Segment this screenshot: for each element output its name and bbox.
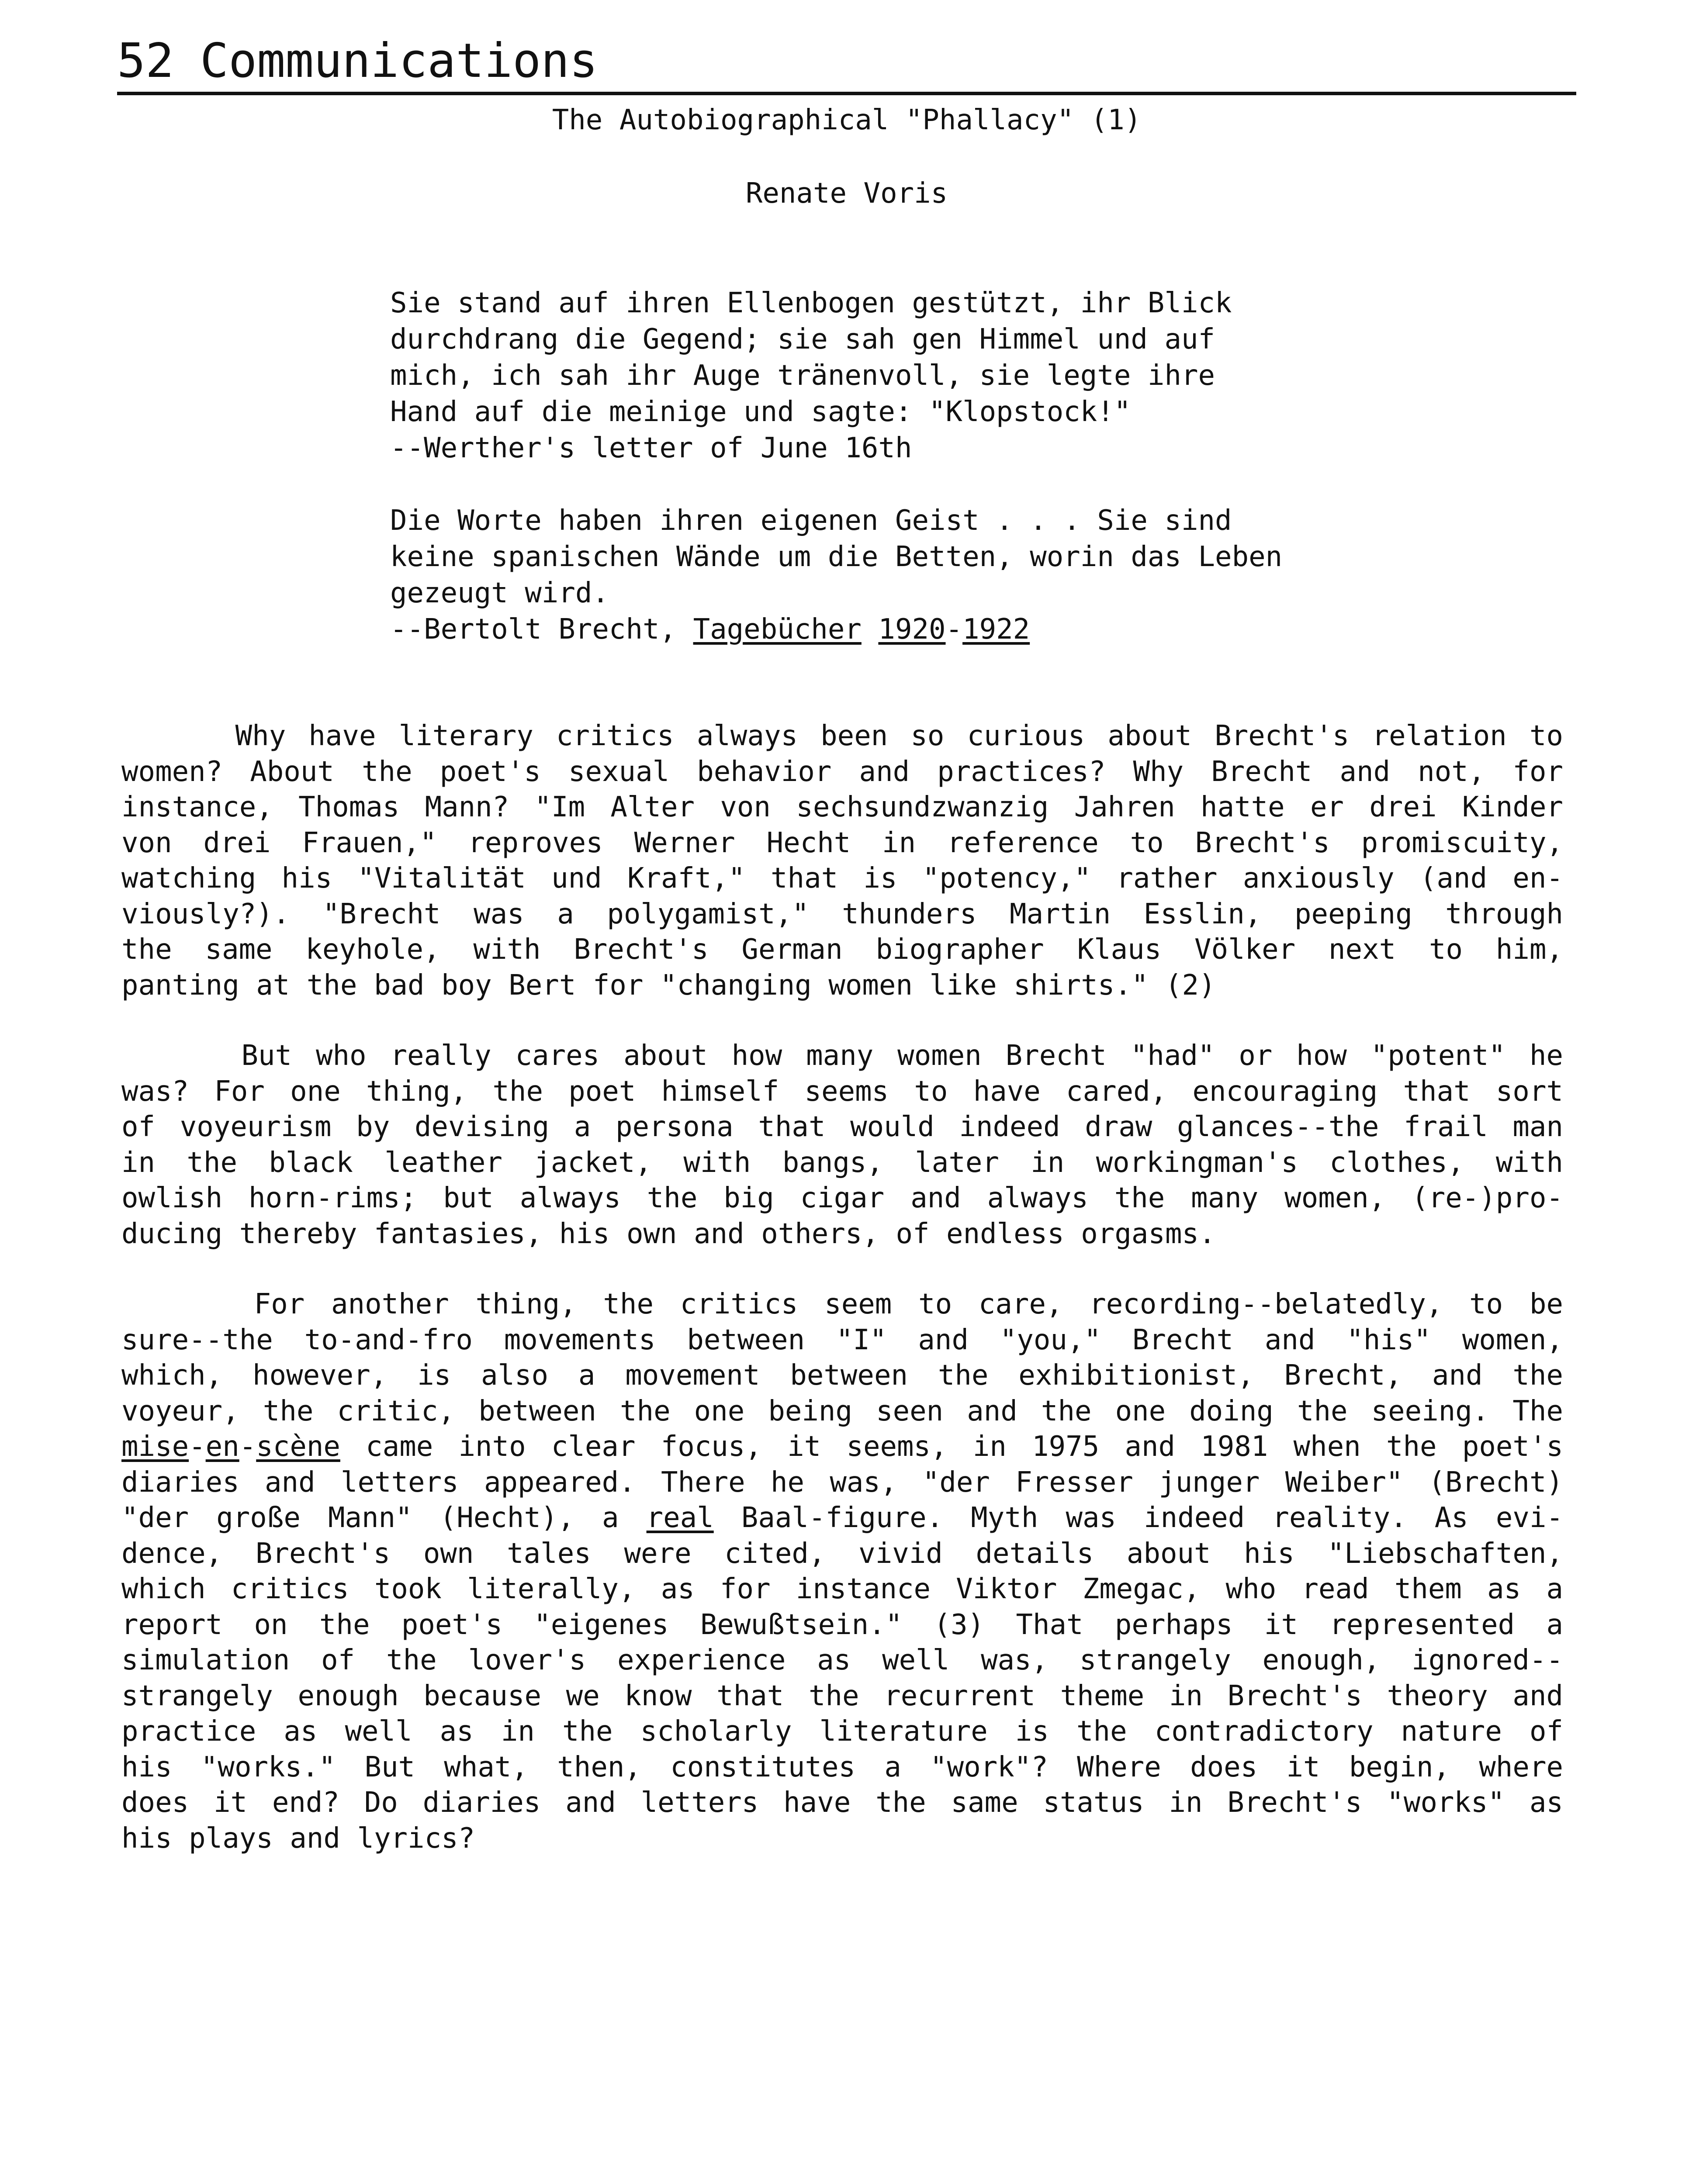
- epigraph-line: mich, ich sah ihr Auge tränenvoll, sie legte ihre: [390, 359, 1215, 392]
- body-line: [121, 1500, 1563, 1536]
- epigraph-line: Die Worte haben ihren eigenen Geist . . . Sie sind: [390, 505, 1232, 537]
- body-line: instance, Thomas Mann? "Im Alter von sechsundzwanzig Jahren hatte er drei Kinder: [121, 791, 1563, 823]
- body-line: dence, Brecht's own tales were cited, vivid details about his "Liebschaften,: [121, 1537, 1563, 1570]
- body-line: sure--the to-and-fro movements between "I" and "you," Brecht and "his" women,: [121, 1324, 1563, 1356]
- body-line: watching his "Vitalität und Kraft," that is "potency," rather anxiously (and en-: [121, 862, 1563, 895]
- body-line: his "works." But what, then, constitutes a "work"? Where does it begin, where: [121, 1751, 1563, 1783]
- body-line: But who really cares about how many women Brecht "had" or how "potent" he: [121, 1040, 1563, 1072]
- article-body: [121, 719, 1563, 1891]
- body-line: owlish horn-rims; but always the big cigar and always the many women, (re-)pro-: [121, 1182, 1563, 1214]
- body-line: practice as well as in the scholarly literature is the contradictory nature of: [121, 1715, 1563, 1748]
- paragraph-2: [121, 1038, 1563, 1252]
- attribution-author: --Bertolt Brecht,: [390, 613, 693, 646]
- body-line: von drei Frauen," reproves Werner Hecht in reference to Brecht's promiscuity,: [121, 826, 1563, 859]
- epigraph-attribution: --Werther's letter of June 16th: [390, 432, 912, 464]
- underlined-word: scène: [256, 1431, 340, 1463]
- underlined-word: en: [205, 1431, 239, 1463]
- body-line: Why have literary critics always been so curious about Brecht's relation to: [121, 720, 1563, 752]
- body-line: diaries and letters appeared. There he was, "der Fresser junger Weiber" (Brecht): [121, 1466, 1563, 1499]
- hyphen: -: [189, 1431, 206, 1463]
- section-title: Communications: [200, 34, 598, 88]
- epigraph-line: Sie stand auf ihren Ellenbogen gestützt, ihr Blick: [390, 287, 1232, 319]
- body-line: [121, 1429, 1563, 1465]
- body-line: the same keyhole, with Brecht's German biographer Klaus Völker next to him,: [121, 933, 1563, 966]
- line-text: came into clear focus, it seems, in 1975 and 1981 when the poet's: [340, 1431, 1563, 1463]
- body-line: For another thing, the critics seem to care, recording--belatedly, to be: [121, 1288, 1563, 1320]
- hyphen: -: [239, 1431, 256, 1463]
- epigraph-line: durchdrang die Gegend; sie sah gen Himmel und auf: [390, 323, 1215, 356]
- body-line: voyeur, the critic, between the one being seen and the one doing the seeing. The: [121, 1395, 1563, 1427]
- epigraph-attribution: [390, 612, 1395, 648]
- running-header: [117, 31, 1576, 96]
- header-rule: [117, 92, 1576, 95]
- underlined-word: mise: [121, 1431, 189, 1463]
- line-text: Baal-figure. Myth was indeed reality. As evi-: [713, 1502, 1563, 1534]
- header-label: [117, 31, 598, 92]
- body-line: report on the poet's "eigenes Bewußtsein." (3) That perhaps it represented a: [121, 1608, 1563, 1641]
- body-line: in the black leather jacket, with bangs, later in workingman's clothes, with: [121, 1146, 1563, 1179]
- body-line: his plays and lyrics?: [121, 1822, 475, 1855]
- body-line: ducing thereby fantasies, his own and others, of endless orgasms.: [121, 1217, 1216, 1250]
- attribution-year-start: 1920: [878, 613, 946, 646]
- epigraph-line: Hand auf die meinige und sagte: "Klopstock!": [390, 396, 1131, 428]
- paragraph-3: [121, 1287, 1563, 1856]
- article-author: Renate Voris: [745, 177, 948, 210]
- body-line: strangely enough because we know that the recurrent theme in Brecht's theory and: [121, 1679, 1563, 1712]
- underlined-word: real: [646, 1502, 714, 1534]
- body-line: panting at the bad boy Bert for "changing women like shirts." (2): [121, 969, 1216, 1002]
- body-line: women? About the poet's sexual behavior and practices? Why Brecht and not, for: [121, 755, 1563, 788]
- epigraph-werther: [390, 285, 1395, 467]
- attribution-title: Tagebücher: [693, 613, 862, 646]
- attribution-year-end: 1922: [962, 613, 1030, 646]
- body-line: simulation of the lover's experience as well was, strangely enough, ignored--: [121, 1644, 1563, 1676]
- body-line: does it end? Do diaries and letters have the same status in Brecht's "works" as: [121, 1787, 1563, 1819]
- body-line: was? For one thing, the poet himself seems to have cared, encouraging that sort: [121, 1075, 1563, 1108]
- epigraphs: [390, 285, 1395, 684]
- body-line: which critics took literally, as for instance Viktor Zmegac, who read them as a: [121, 1573, 1563, 1605]
- article-title: The Autobiographical "Phallacy" (1): [552, 104, 1142, 136]
- epigraph-line: keine spanischen Wände um die Betten, worin das Leben: [390, 541, 1283, 573]
- epigraph-line: gezeugt wird.: [390, 577, 609, 609]
- paragraph-1: [121, 719, 1563, 1003]
- attribution-dash: -: [945, 613, 963, 646]
- body-line: of voyeurism by devising a persona that would indeed draw glances--the frail man: [121, 1111, 1563, 1143]
- body-line: viously?). "Brecht was a polygamist," thunders Martin Esslin, peeping through: [121, 898, 1563, 930]
- line-text: "der große Mann" (Hecht), a: [121, 1502, 647, 1534]
- body-line: which, however, is also a movement between the exhibitionist, Brecht, and the: [121, 1359, 1563, 1392]
- epigraph-brecht: [390, 503, 1395, 648]
- page-number: 52: [117, 34, 174, 88]
